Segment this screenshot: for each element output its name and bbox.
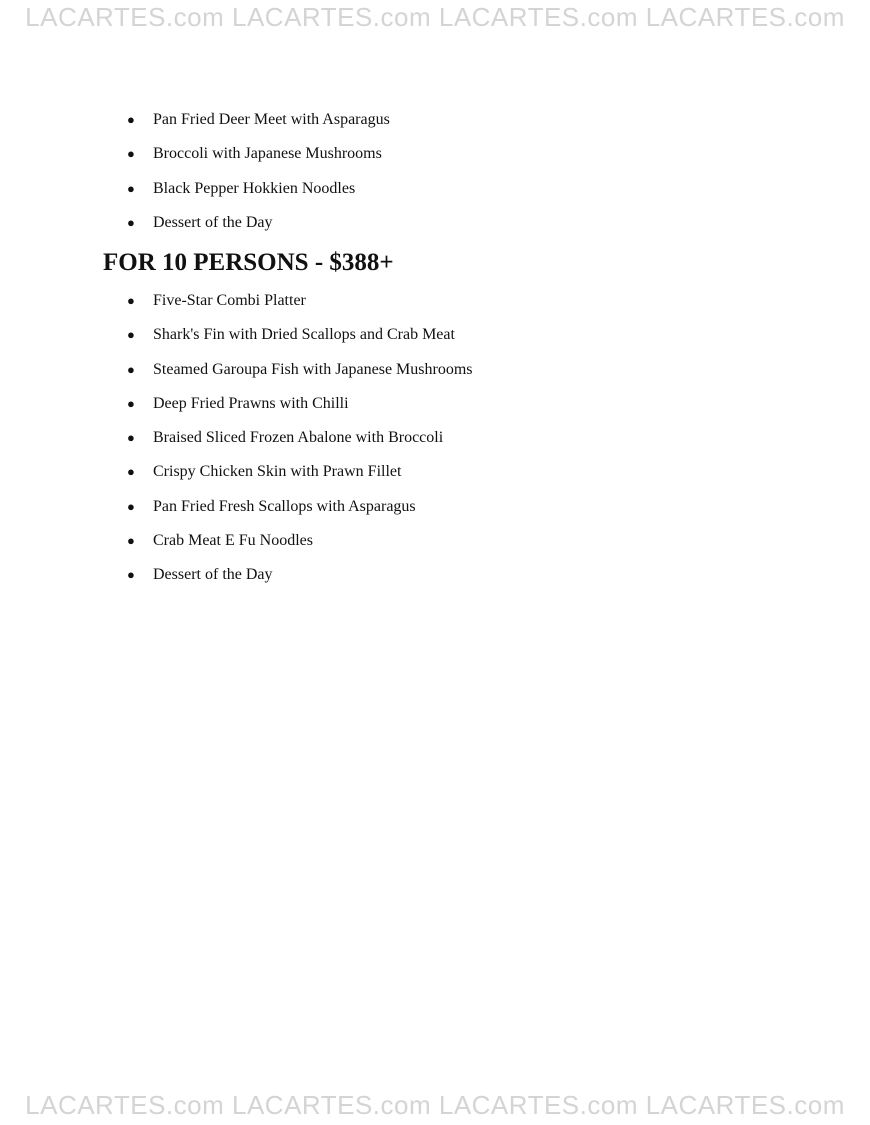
list-item xyxy=(124,387,473,421)
menu-item-text: Crab Meat E Fu Noodles xyxy=(153,532,313,550)
menu-item-text: Crispy Chicken Skin with Prawn Fillet xyxy=(153,463,402,481)
menu-item-text: Five-Star Combi Platter xyxy=(153,292,306,309)
watermark-bottom: LACARTES.com LACARTES.com LACARTES.com LACARTES.com xyxy=(25,1090,845,1120)
bullet-icon: ● xyxy=(127,464,135,480)
menu-item-text: Broccoli with Japanese Mushrooms xyxy=(153,145,382,163)
list-item xyxy=(124,206,390,240)
list-item xyxy=(124,137,390,171)
bullet-icon: ● xyxy=(127,567,135,583)
list-item xyxy=(124,103,390,137)
list-item xyxy=(124,558,473,592)
menu-item-text: Dessert of the Day xyxy=(153,566,273,584)
watermark-top: LACARTES.com LACARTES.com LACARTES.com LACARTES.com xyxy=(25,2,845,32)
bullet-icon: ● xyxy=(127,146,135,162)
list-item xyxy=(124,318,473,352)
continued-menu-list xyxy=(124,103,390,240)
menu-item-text: Shark's Fin with Dried Scallops and Crab Meat xyxy=(153,326,455,344)
menu-item-text: Braised Sliced Frozen Abalone with Broccoli xyxy=(153,429,444,447)
list-item xyxy=(124,490,473,524)
bullet-icon: ● xyxy=(127,430,135,446)
list-item xyxy=(124,284,473,318)
bullet-icon: ● xyxy=(127,533,135,549)
list-item xyxy=(124,421,473,455)
bullet-icon: ● xyxy=(127,361,135,377)
menu-item-text: Pan Fried Deer Meet with Asparagus xyxy=(153,111,390,128)
menu-item-text: Dessert of the Day xyxy=(153,213,273,231)
ten-persons-menu-list xyxy=(124,284,473,593)
section-heading-10-persons: FOR 10 PERSONS - $388+ xyxy=(103,249,394,276)
menu-item-text: Pan Fried Fresh Scallops with Asparagus xyxy=(153,497,416,515)
menu-item-text: Deep Fried Prawns with Chilli xyxy=(153,394,349,412)
bullet-icon: ● xyxy=(127,180,135,196)
bullet-icon: ● xyxy=(127,327,135,343)
bullet-icon: ● xyxy=(127,214,135,230)
list-item xyxy=(124,524,473,558)
bullet-icon: ● xyxy=(127,395,135,411)
bullet-icon: ● xyxy=(127,112,135,127)
list-item xyxy=(124,172,390,206)
bullet-icon: ● xyxy=(127,293,135,308)
bullet-icon: ● xyxy=(127,498,135,514)
list-item xyxy=(124,455,473,489)
list-item xyxy=(124,353,473,387)
menu-item-text: Black Pepper Hokkien Noodles xyxy=(153,179,356,197)
menu-item-text: Steamed Garoupa Fish with Japanese Mushrooms xyxy=(153,360,473,378)
